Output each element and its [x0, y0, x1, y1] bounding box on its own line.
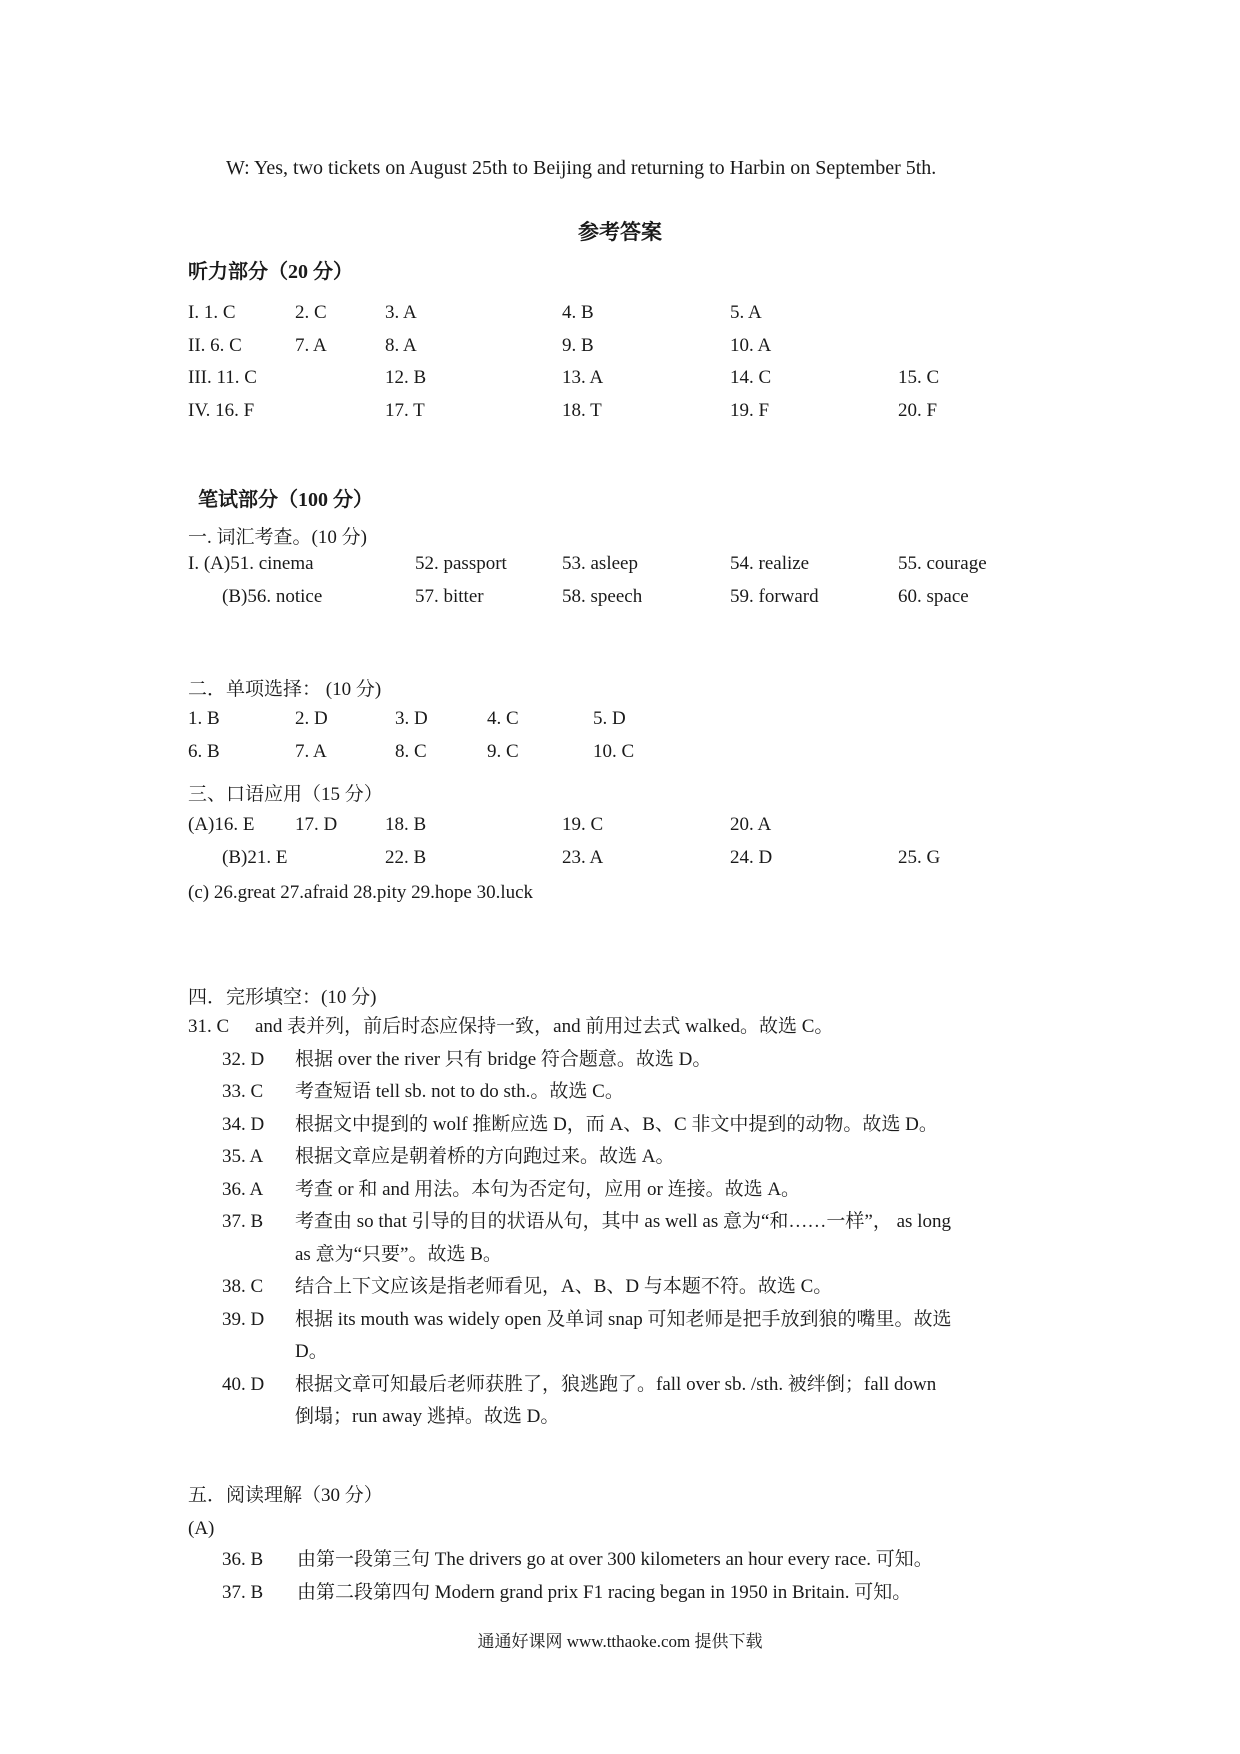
- answer-cell: 19. F: [730, 399, 770, 421]
- answer-cell: 2. D: [295, 708, 328, 729]
- answer-cell: 3. A: [385, 302, 417, 323]
- oral-heading: 三、口语应用（15 分）: [188, 784, 383, 805]
- answer-cell: 8. C: [395, 740, 427, 762]
- answer-cell: 18. T: [562, 399, 602, 421]
- dialogue-line: W: Yes, two tickets on August 25th to Beijing and returning to Harbin on September 5th.: [226, 157, 937, 179]
- answer-cell: 5. A: [730, 302, 762, 323]
- answer-cell: 10. A: [730, 334, 772, 356]
- answer-title: 参考答案: [578, 220, 662, 244]
- answer-cell: 54. realize: [730, 553, 810, 574]
- answer-explanation: and 表并列，前后时态应保持一致，and 前用过去式 walked。故选 C。: [255, 1016, 834, 1037]
- answer-explanation: 由第二段第四句 Modern grand prix F1 racing began in 1950 in Britain. 可知。: [297, 1581, 912, 1603]
- answer-cell: (B)56. notice: [222, 585, 323, 607]
- cloze-heading: 四．完形填空：(10 分): [188, 987, 377, 1008]
- answer-cell: 15. C: [898, 367, 940, 388]
- answer-number: 34. D: [222, 1113, 265, 1135]
- answer-cell: 20. A: [730, 814, 772, 835]
- vocab-heading: 一. 词汇考查。(10 分): [188, 527, 367, 548]
- answer-number: 36. A: [222, 1178, 264, 1200]
- answer-cell: 5. D: [593, 708, 626, 729]
- answer-cell: 18. B: [385, 814, 427, 835]
- answer-cell: 17. T: [385, 399, 425, 421]
- answer-number: 32. D: [222, 1048, 265, 1070]
- answer-explanation: 考查 or 和 and 用法。本句为否定句，应用 or 连接。故选 A。: [295, 1178, 801, 1200]
- answer-number: 36. B: [222, 1549, 264, 1570]
- answer-explanation: 结合上下文应该是指老师看见，A、B、D 与本题不符。故选 C。: [295, 1276, 833, 1297]
- answer-cell: 23. A: [562, 846, 604, 868]
- answer-cell: 53. asleep: [562, 553, 638, 574]
- reading-subsection: (A): [188, 1518, 215, 1539]
- answer-cell: 2. C: [295, 302, 327, 323]
- answer-number: 35. A: [222, 1146, 264, 1167]
- answer-number: 38. C: [222, 1276, 264, 1297]
- answer-cell: 8. A: [385, 334, 417, 356]
- answer-cell: 13. A: [562, 367, 604, 388]
- answer-cell: 9. B: [562, 334, 594, 356]
- answer-number: 40. D: [222, 1373, 265, 1395]
- answer-cell: 4. B: [562, 302, 594, 323]
- answer-number: 37. B: [222, 1211, 264, 1232]
- answer-number: 33. C: [222, 1081, 264, 1102]
- oral-c-answers: (c) 26.great 27.afraid 28.pity 29.hope 30.luck: [188, 882, 534, 903]
- answer-cell: 3. D: [395, 708, 428, 729]
- answer-number: 39. D: [222, 1308, 265, 1330]
- answer-cell: 55. courage: [898, 553, 987, 574]
- answer-cell: 4. C: [487, 708, 519, 729]
- answer-cell: 10. C: [593, 740, 635, 762]
- answer-cell: 12. B: [385, 367, 427, 388]
- answer-cell: 57. bitter: [415, 585, 484, 607]
- answer-explanation: 由第一段第三句 The drivers go at over 300 kilometers an hour every race. 可知。: [297, 1549, 933, 1570]
- answer-cell: 7. A: [295, 740, 327, 762]
- answer-cell: II. 6. C: [188, 334, 242, 356]
- answer-cell: 58. speech: [562, 585, 643, 607]
- answer-cell: (A)16. E: [188, 814, 255, 835]
- answer-cell: 20. F: [898, 399, 938, 421]
- answer-explanation: 考查由 so that 引导的目的状语从句，其中 as well as 意为“和……一样”， as long: [295, 1211, 951, 1232]
- answer-cell: I. 1. C: [188, 302, 236, 323]
- answer-cell: 6. B: [188, 740, 220, 762]
- choice-heading: 二．单项选择： (10 分): [188, 679, 382, 700]
- answer-cell: 7. A: [295, 334, 327, 356]
- reading-heading: 五．阅读理解（30 分）: [188, 1485, 383, 1506]
- answer-cell: 25. G: [898, 846, 941, 868]
- answer-cell: 9. C: [487, 740, 519, 762]
- answer-explanation: 根据 over the river 只有 bridge 符合题意。故选 D。: [295, 1048, 712, 1070]
- answer-number: 37. B: [222, 1581, 264, 1603]
- answer-cell: 1. B: [188, 708, 220, 729]
- answer-explanation-continued: as 意为“只要”。故选 B。: [295, 1243, 502, 1265]
- answer-number: 31. C: [188, 1016, 230, 1037]
- answer-cell: I. (A)51. cinema: [188, 553, 314, 574]
- answer-explanation: 根据 its mouth was widely open 及单词 snap 可知老师是把手放到狼的嘴里。故选: [295, 1308, 952, 1330]
- answer-cell: IV. 16. F: [188, 399, 255, 421]
- answer-cell: (B)21. E: [222, 846, 288, 868]
- written-heading: 笔试部分（100 分）: [198, 489, 373, 511]
- answer-explanation-continued: D。: [295, 1341, 328, 1362]
- answer-explanation: 根据文中提到的 wolf 推断应选 D，而 A、B、C 非文中提到的动物。故选 D。: [295, 1113, 938, 1135]
- answer-cell: III. 11. C: [188, 367, 257, 388]
- answer-cell: 24. D: [730, 846, 773, 868]
- answer-explanation: 考查短语 tell sb. not to do sth.。故选 C。: [295, 1081, 624, 1102]
- answer-explanation: 根据文章应是朝着桥的方向跑过来。故选 A。: [295, 1146, 675, 1167]
- answer-cell: 52. passport: [415, 553, 507, 574]
- answer-cell: 19. C: [562, 814, 604, 835]
- answer-cell: 14. C: [730, 367, 772, 388]
- answer-cell: 22. B: [385, 846, 427, 868]
- listening-heading: 听力部分（20 分）: [188, 261, 353, 283]
- answer-explanation-continued: 倒塌；run away 逃掉。故选 D。: [295, 1406, 560, 1427]
- answer-cell: 17. D: [295, 814, 338, 835]
- answer-cell: 60. space: [898, 585, 969, 607]
- answer-cell: 59. forward: [730, 585, 819, 607]
- answer-explanation: 根据文章可知最后老师获胜了，狼逃跑了。fall over sb. /sth. 被绊倒；fall down: [295, 1373, 937, 1395]
- footer-text: 通通好课网 www.tthaoke.com 提供下载: [477, 1632, 763, 1651]
